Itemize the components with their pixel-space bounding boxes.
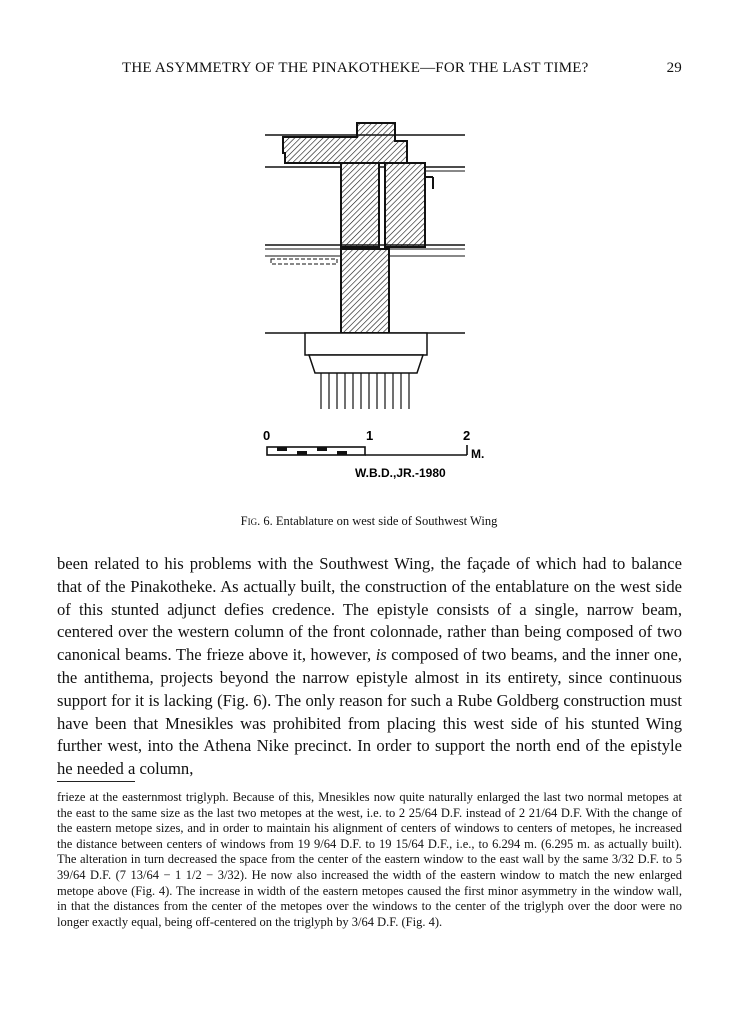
- figure-label: Fig. 6.: [240, 514, 273, 528]
- body-paragraph: [57, 553, 682, 781]
- drafter-signature: W.B.D.,JR.-1980: [355, 466, 446, 480]
- frieze-section: [265, 163, 465, 249]
- footnote: frieze at the easternmost triglyph. Because of this, Mnesikles now quite naturally enlarged the last two normal metopes at the east to the same size as the last two metopes at the west, i.e. to 2 25/64 D.F. instead of 2 21/64 D.F. With the change of the eastern metope sizes, and in order to maintain his alignment of centers of windows to centers of metopes, he increased the distance between centers of windows from 19 9/64 D.F. to 19 15/64 D.F., i.e., to 6.294 m. (6.295 m. as actually built). The alteration in turn decreased the space from the center of the eastern window to the east wall by the same 3/32 D.F. to 5 39/64 D.F. (7 13/64 − 1 1/2 − 3/32). He now also increased the width of the eastern window to match the new enlarged metope above (Fig. 4). The increase in width of the eastern metopes caused the first minor asymmetry in the window wall, in that the distances from the center of the metopes over the windows to the center of the triglyph over the door were no longer exactly equal, being off-centered on the triglyph by 3/64 D.F. (Fig. 4).: [57, 790, 682, 929]
- page-number: 29: [666, 60, 682, 76]
- footnote-rule: [57, 781, 135, 782]
- body-text-after: composed of two beams, and the inner one, the antithema, projects beyond the narrow epistyle almost in its entirety, since continuous support for it is lacking (Fig. 6). The only reason for such a Rube Goldberg construction must have been that Mnesikles was prohibited from placing this west side of his stunted Wing further west, into the Athena Nike precinct. In order to support the north end of the epistyle he needed a column,: [57, 645, 682, 779]
- figure-caption: [0, 514, 738, 529]
- scale-label-2: 2: [463, 428, 471, 443]
- scale-label-1: 1: [366, 428, 374, 443]
- entablature-drawing: [255, 115, 485, 485]
- figure-caption-text: Entablature on west side of Southwest Wing: [275, 514, 498, 528]
- scale-bar: [263, 428, 484, 480]
- scale-label-0: 0: [263, 428, 271, 443]
- body-emphasis: is: [375, 645, 387, 665]
- epistyle-section: [265, 249, 465, 333]
- body-text-before: been related to his problems with the Southwest Wing, the façade of which had to balance that of the Pinakotheke. As actually built, the construction of the entablature on the west side of this stunted adjunct defies credence. The epistyle consists of a single, narrow beam, centered over the western column of the front colonnade, rather than being composed of two canonical beams. The frieze above it, however,: [57, 554, 682, 665]
- running-title: THE ASYMMETRY OF THE PINAKOTHEKE—FOR THE LAST TIME?: [122, 60, 589, 76]
- column-capital: [265, 333, 465, 409]
- scale-unit: M.: [471, 447, 485, 461]
